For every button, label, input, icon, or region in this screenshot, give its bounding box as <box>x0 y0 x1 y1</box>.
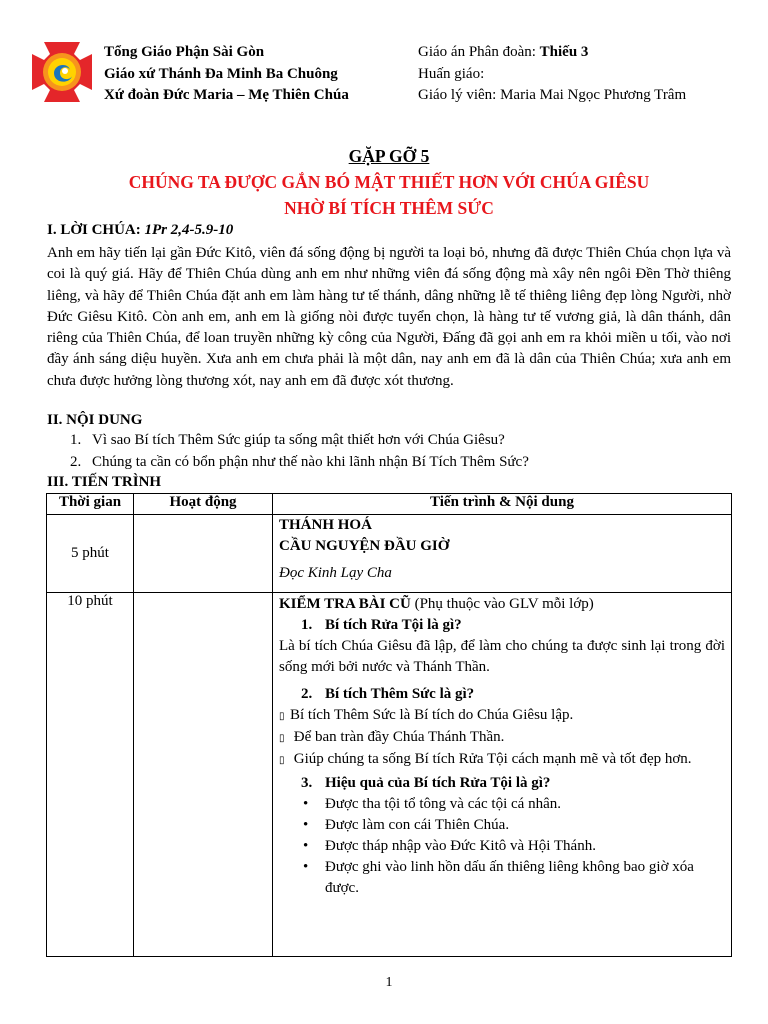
lesson-title-line-1: CHÚNG TA ĐƯỢC GẮN BÓ MẬT THIẾT HƠN VỚI CHÚA GIÊSU <box>128 172 650 192</box>
bullet-icon: • <box>303 859 309 875</box>
item-text: Vì sao Bí tích Thêm Sức giúp ta sống mật thiết hơn với Chúa Giêsu? <box>92 432 505 448</box>
section-content-heading: II. NỘI DUNG <box>47 412 143 428</box>
answer-2-line: ▯ Giúp chúng ta sống Bí tích Rửa Tội cách mạnh mẽ và tốt đẹp hơn. <box>279 749 725 771</box>
content-item-2 <box>70 454 529 471</box>
lesson-plan-value: Thiếu 3 <box>539 44 589 60</box>
content-item-1 <box>70 432 505 449</box>
square-bullet-icon: ▯ <box>279 733 285 744</box>
col-header-content: Tiến trình & Nội dung <box>273 494 732 515</box>
activity-cell <box>134 593 273 957</box>
activity-cell <box>134 515 273 593</box>
header-organization <box>104 42 349 107</box>
time-cell <box>47 593 134 957</box>
meeting-number: GẶP GỠ 5 <box>348 146 430 166</box>
troop-name: Xứ đoàn Đức Maria – Mẹ Thiên Chúa <box>104 87 349 103</box>
square-bullet-icon: ▯ <box>279 755 285 766</box>
item-number: 1. <box>70 432 82 448</box>
question-1: 1. Bí tích Rửa Tội là gì? <box>301 617 462 633</box>
section-process-heading: III. TIẾN TRÌNH <box>47 474 162 490</box>
list-item: • Được tha tội tổ tông và các tội cá nhân. <box>279 794 725 815</box>
bullet-icon: • <box>303 838 309 854</box>
time-value: 5 phút <box>71 545 109 561</box>
lesson-process-table <box>46 493 732 957</box>
coach-line: Huấn giáo: <box>418 65 485 82</box>
col-header-time: Thời gian <box>47 494 134 515</box>
lesson-plan-label: Giáo án Phân đoàn: <box>418 44 540 60</box>
time-cell <box>47 515 134 593</box>
review-heading: KIỂM TRA BÀI CŨ (Phụ thuộc vào GLV mỗi lớp) <box>279 596 594 612</box>
answer-1: Là bí tích Chúa Giêsu đã lập, để làm cho chúng ta được sinh lại trong đời sống mới bởi nước và Thánh Thần. <box>279 638 725 675</box>
table-row <box>47 593 732 957</box>
col-header-activity: Hoạt động <box>134 494 273 515</box>
catechist-line <box>418 85 686 107</box>
eucharistic-youth-logo <box>30 40 94 104</box>
question-2: 2. Bí tích Thêm Sức là gì? <box>301 686 475 702</box>
table-header-row <box>47 494 732 515</box>
content-cell <box>273 593 732 957</box>
time-value: 10 phút <box>67 593 113 609</box>
table-row <box>47 515 732 593</box>
catechist-name: Maria Mai Ngọc Phương Trâm <box>500 87 687 103</box>
header-lesson-info <box>418 42 686 107</box>
section-word-of-god <box>47 222 233 239</box>
square-bullet-icon: ▯ <box>279 711 285 722</box>
answer-2-line: ▯ Bí tích Thêm Sức là Bí tích do Chúa Giêsu lập. <box>279 705 725 727</box>
diocese-name: Tổng Giáo Phận Sài Gòn <box>104 44 265 60</box>
item-number: 2. <box>70 454 82 470</box>
lesson-title-line-2: NHỜ BÍ TÍCH THÊM SỨC <box>284 198 494 218</box>
scripture-reference: 1Pr 2,4-5.9-10 <box>144 222 234 238</box>
sanctify-heading: THÁNH HOÁ <box>279 517 372 533</box>
page-number: 1 <box>385 975 393 990</box>
opening-prayer-heading: CẦU NGUYỆN ĐẦU GIỜ <box>279 538 450 554</box>
list-item: • Được tháp nhập vào Đức Kitô và Hội Thánh. <box>279 836 725 857</box>
item-text: Chúng ta cần có bổn phận như thế nào khi lãnh nhận Bí Tích Thêm Sức? <box>92 454 529 470</box>
list-item: • Được ghi vào linh hồn dấu ấn thiêng liêng không bao giờ xóa được. <box>279 857 725 899</box>
prayer-instruction: Đọc Kinh Lạy Cha <box>279 565 392 581</box>
bullet-icon: • <box>303 817 309 833</box>
parish-name: Giáo xứ Thánh Đa Minh Ba Chuông <box>104 65 338 82</box>
list-item: • Được làm con cái Thiên Chúa. <box>279 815 725 836</box>
section-label: I. LỜI CHÚA: <box>47 222 145 238</box>
bullet-icon: • <box>303 796 309 812</box>
question-3: 3. Hiệu quả của Bí tích Rửa Tội là gì? <box>301 775 551 791</box>
catechist-label: Giáo lý viên: <box>418 87 501 103</box>
lesson-plan-line <box>418 42 686 64</box>
scripture-text: Anh em hãy tiến lại gần Đức Kitô, viên đá sống động bị người ta loại bỏ, nhưng đã được Thiên Chúa chọn lựa và coi là quý giá. Hãy để Thiên Chúa dùng anh em như những viên đá sống động mà xây nên ngôi Đền Thờ thiêng liêng, và hãy để Thiên Chúa đặt anh em làm hàng tư tế thánh, dâng những lễ tế thiêng liêng đẹp lòng Người, nhờ Đức Giêsu Kitô. Còn anh em, anh em là giống nòi được tuyển chọn, là hàng tư tế vương giả, là dân thánh, dân riêng của Thiên Chúa, để loan truyền những kỳ công của Người, Đấng đã gọi anh em ra khỏi miền u tối, vào nơi đầy ánh sáng diệu huyền. Xưa anh em chưa phải là một dân, nay anh em đã là dân của Thiên Chúa; xưa anh em chưa được hưởng lòng thương xót, nay anh em đã được xót thương. <box>47 245 731 389</box>
content-cell <box>273 515 732 593</box>
answer-2-line: ▯ Để ban tràn đầy Chúa Thánh Thần. <box>279 727 725 749</box>
